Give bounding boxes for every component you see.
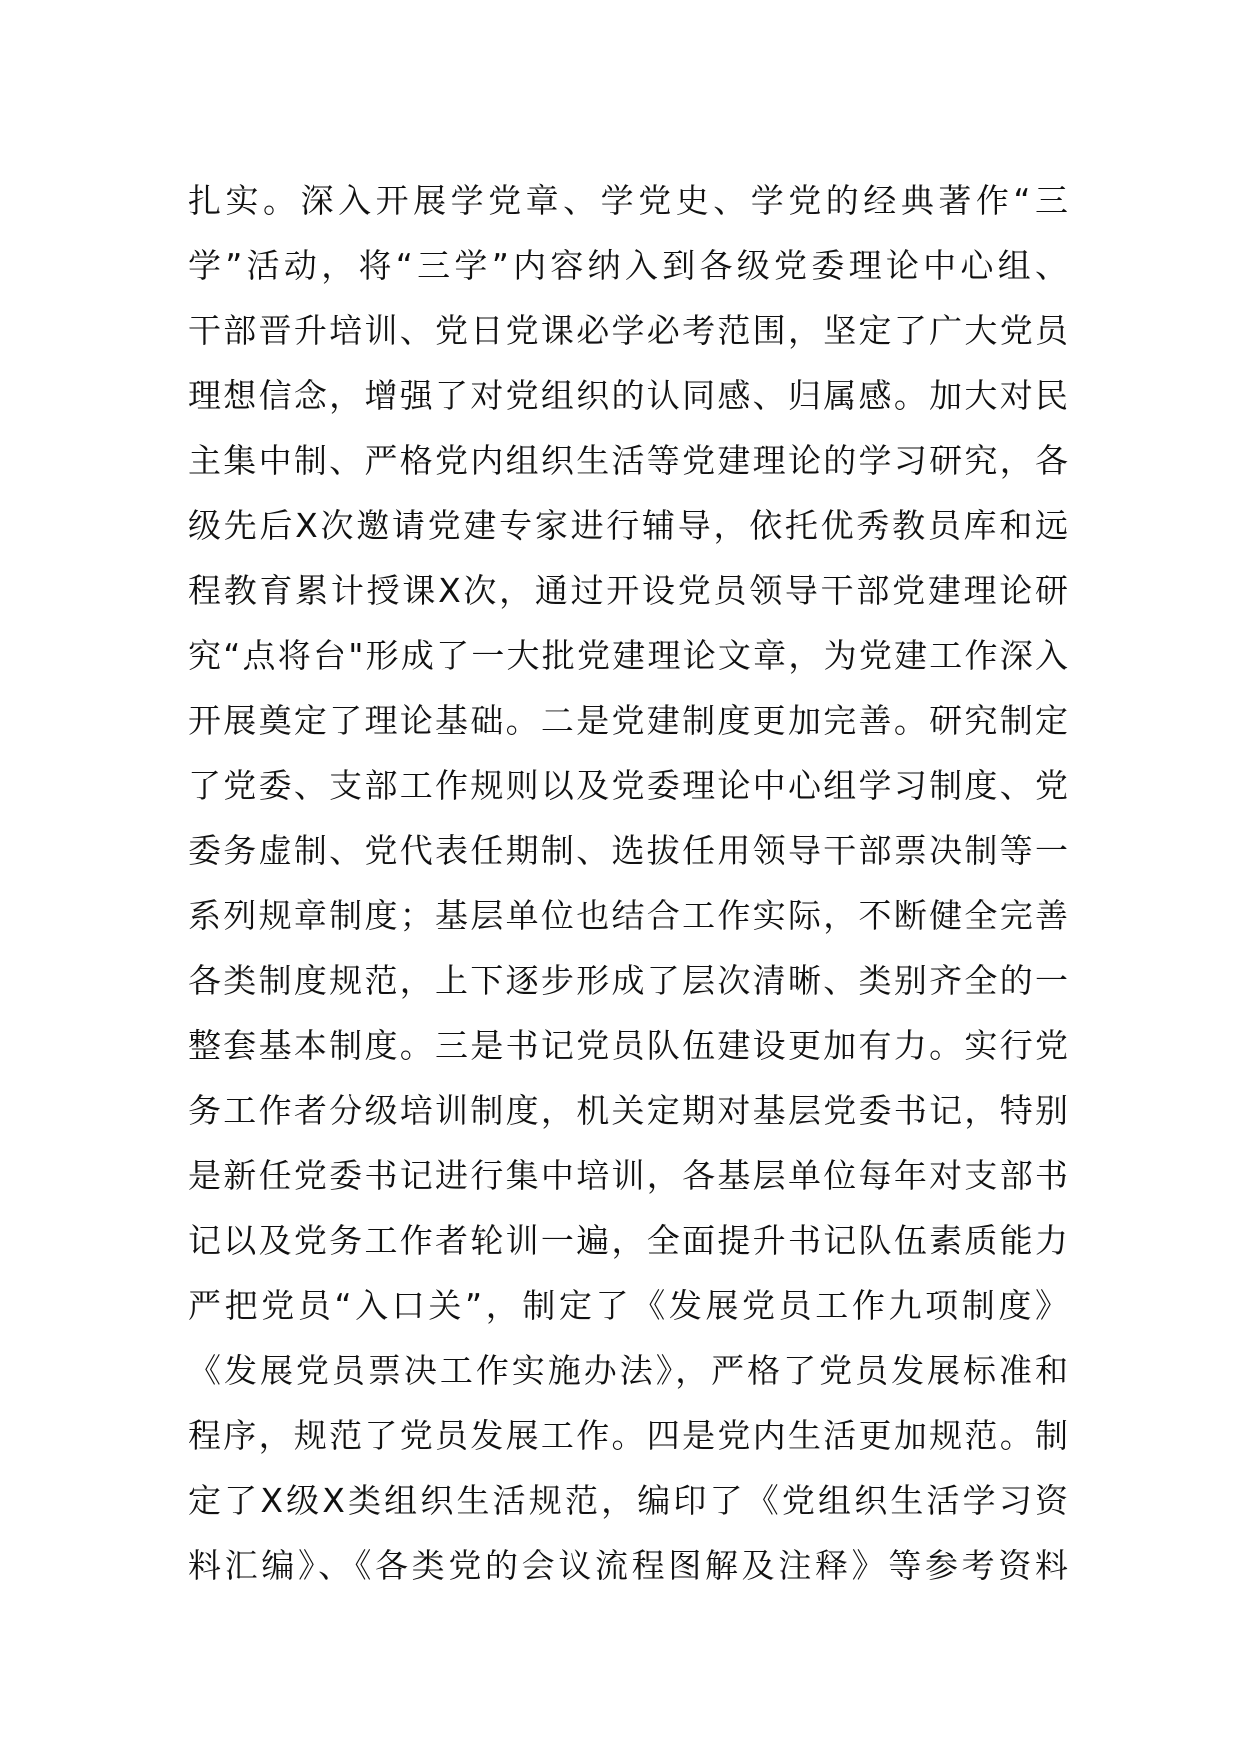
text-line: 理想信念，增强了对党组织的认同感、归属感。加大对民 (188, 376, 1068, 415)
text-line: 是新任党委书记进行集中培训，各基层单位每年对支部书 (188, 1156, 1068, 1195)
text-line: 委务虚制、党代表任期制、选拔任用领导干部票决制等一 (188, 831, 1068, 870)
text-line: 级先后X次邀请党建专家进行辅导，依托优秀教员库和远 (188, 506, 1068, 545)
text-line: 严把党员“入口关”，制定了《发展党员工作九项制度》 (188, 1286, 1068, 1325)
text-line: 究“点将台"形成了一大批党建理论文章，为党建工作深入 (188, 636, 1068, 675)
text-line: 程教育累计授课X次，通过开设党员领导干部党建理论研 (188, 571, 1068, 610)
text-line: 务工作者分级培训制度，机关定期对基层党委书记，特别 (188, 1091, 1068, 1130)
text-line: 干部晋升培训、党日党课必学必考范围，坚定了广大党员 (188, 311, 1068, 350)
text-line: 定了X级X类组织生活规范，编印了《党组织生活学习资 (188, 1481, 1068, 1520)
text-line: 《发展党员票决工作实施办法》，严格了党员发展标准和 (188, 1351, 1068, 1390)
text-line: 记以及党务工作者轮训一遍，全面提升书记队伍素质能力 (188, 1221, 1068, 1260)
text-line: 程序，规范了党员发展工作。四是党内生活更加规范。制 (188, 1416, 1068, 1455)
text-line: 各类制度规范，上下逐步形成了层次清晰、类别齐全的一 (188, 961, 1068, 1000)
text-line: 料汇编》、《各类党的会议流程图解及注释》等参考资料 (188, 1546, 1068, 1585)
text-line: 学”活动，将“三学”内容纳入到各级党委理论中心组、 (188, 246, 1068, 285)
text-line: 扎实。深入开展学党章、学党史、学党的经典著作“三 (188, 181, 1068, 220)
body-text (188, 168, 1068, 1598)
text-line: 整套基本制度。三是书记党员队伍建设更加有力。实行党 (188, 1026, 1068, 1065)
text-line: 主集中制、严格党内组织生活等党建理论的学习研究，各 (188, 441, 1068, 480)
text-line: 开展奠定了理论基础。二是党建制度更加完善。研究制定 (188, 701, 1068, 740)
text-line: 了党委、支部工作规则以及党委理论中心组学习制度、党 (188, 766, 1068, 805)
text-line: 系列规章制度；基层单位也结合工作实际，不断健全完善 (188, 896, 1068, 935)
